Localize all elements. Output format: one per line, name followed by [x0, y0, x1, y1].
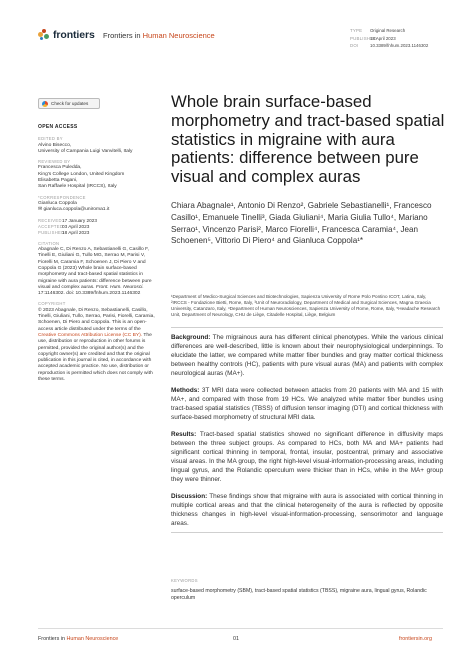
- abstract-background: Background: The migrainous aura has different clinical phenotypes. While the various clinical differences are well-described, little is known about their neurophysiological underpinnings. To elucidate the latter, we compared white matter fiber bundles and gray matter cortical thickness between healthy controls (HC), patients with pure visual auras (MA) and patients with complex neurological auras (MA+).: [171, 334, 443, 377]
- brand-name: frontiers: [53, 29, 95, 41]
- open-access-label: OPEN ACCESS: [38, 124, 78, 130]
- meta-doi: DOI 10.3389/fnhum.2023.1146302: [350, 43, 429, 49]
- keywords: surface-based morphometry (SBM), tract-based spatial statistics (TBSS), migraine aura, lingual gyrus, Rolandic operculum: [171, 588, 427, 601]
- article-dates: RECEIVED 17 January 2023 ACCEPTED 03 April 2023 PUBLISHED 18 April 2023: [38, 217, 97, 236]
- article-meta: [350, 27, 428, 50]
- frontiers-logo[interactable]: [38, 29, 95, 41]
- citation: CITATION Abagnale C, Di Renzo A, Sebastianelli G, Casillo F, Tinelli E, Giuliani G, Tullo MG, Serrao M, Parisi V, Fiorelli M, Caramia F, Schoenen J, Di Piero V and Coppola G (2023) Whole brain surface-based morphometry and tract-based spatial statistics in migraine with aura patients: difference between pure visual and complex auras. Front. Hum. Neurosci. 17:1146302. doi: 10.3389/fnhum.2023.1146302: [38, 240, 152, 297]
- article-title: Whole brain surface-based morphometry and tract-based spatial statistics in migraine with aura patients: difference between pure visual and complex auras: [171, 92, 445, 187]
- footer-divider: [38, 628, 443, 629]
- frontiersin-link[interactable]: frontiersin.org: [399, 636, 432, 642]
- abstract-discussion: Discussion: These findings show that migraine with aura is associated with cortical thinning in multiple cortical areas and that the clinical heterogeneity of the aura is reflected by opposite thickness changes in high-level visual-information-processing, sensorimotor and language areas.: [171, 493, 443, 527]
- abstract: [171, 327, 443, 533]
- copyright: COPYRIGHT © 2023 Abagnale, Di Renzo, Sebastianelli, Casillo, Tinelli, Giuliani, Tullo, Serrao, Parisi, Fiorelli, Caramia, Schoenen, Di Piero and Coppola. This is an open-access article distributed under the terms of the Creative Commons Attribution License (CC BY). The use, distribution or reproduction in other forums is permitted, provided the original author(s) and the copyright owner(s) are credited and that the original publication in this journal is cited, in accordance with accepted academic practice. No use, distribution or reproduction is permitted which does not comply with these terms.: [38, 301, 155, 383]
- meta-type: TYPE Original Research: [350, 28, 406, 33]
- frontiers-logo-icon: [38, 29, 50, 41]
- keywords-label: KEYWORDS: [171, 578, 198, 583]
- abstract-results: Results: Tract-based spatial statistics showed no significant difference in diffusivity maps between the three subject groups. As compared to HCs, both MA and MA+ patients had significant cortical thinning in temporal, frontal, insular, postcentral, primary and associative visual areas. In the MA group, the right high-level visual-information-processing areas, including lingual gyrus, and the Rolandic operculum were thicker than in HCs, while in the MA+ group they were thinner.: [171, 431, 443, 483]
- correspondence: *CORRESPONDENCE Gianluca Coppola ✉ gianluca.coppola@uniroma1.it: [38, 195, 160, 214]
- correspondence-email[interactable]: ✉ gianluca.coppola@uniroma1.it: [38, 207, 110, 213]
- affiliations: ¹Department of Medico-Surgical Sciences and Biotechnologies, Sapienza University of Rome Polo Pontino ICOT, Latina, Italy, ²IRCCS - Fondazione Bietti, Rome, Italy, ³Unit of Neuroradiology, Department of Medical and Surgical Sciences, Magna Graecia University, Catanzaro, Italy, ⁴Department of Human Neurosciences, Sapienza University of Rome, Rome, Italy, ⁵Headache Research Unit, Department of Neurology, CHU de Liège, Citadelle Hospital, Liège, Belgium: [171, 294, 441, 318]
- meta-published: PUBLISHED18 April 2023: [350, 35, 396, 41]
- abstract-methods: Methods: 3T MRI data were collected between attacks from 20 patients with MA and 15 with MA+, and compared with those from 19 HCs. We analyzed white matter fiber bundles using tract-based spatial statistics (TBSS) of diffusion tensor imaging (DTI) and cortical thickness with surface-based morphometry of structural MRI data.: [171, 387, 444, 421]
- article-sidebar: [38, 124, 160, 387]
- cc-by-license-link[interactable]: Creative Commons Attribution License (CC BY).: [38, 332, 143, 338]
- check-for-updates-icon: [42, 101, 48, 107]
- check-for-updates-button[interactable]: Check for updates: [38, 98, 100, 109]
- author-list: Chiara Abagnale¹, Antonio Di Renzo², Gabriele Sebastianelli¹, Francesco Casillo¹, Emanuele Tinelli³, Giada Giuliani⁴, Maria Giulia Tullo⁴, Mariano Serrao¹, Vincenzo Parisi², Marco Fiorelli⁴, Francesca Caramia⁴, Jean Schoenen⁵, Vittorio Di Piero⁴ and Gianluca Coppola¹*: [171, 201, 432, 246]
- footer-journal[interactable]: Frontiers in Human Neuroscience: [38, 636, 119, 642]
- edited-by: EDITED BY Alvino Bisecco, University of Campania Luigi Vanvitelli, Italy: [38, 136, 133, 154]
- reviewed-by: REVIEWED BY Francesca Puledda, King's College London, United Kingdom Elisabetta Pagani, San Raffaele Hospital (IRCCS), Italy: [38, 159, 125, 190]
- email-icon: ✉: [38, 207, 44, 213]
- journal-name[interactable]: Frontiers in Human Neuroscience: [103, 31, 215, 40]
- page-number: 01: [233, 636, 239, 642]
